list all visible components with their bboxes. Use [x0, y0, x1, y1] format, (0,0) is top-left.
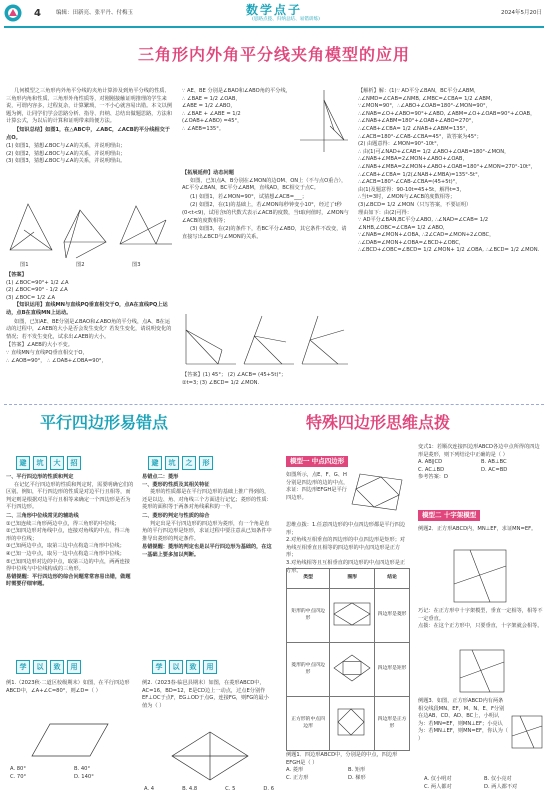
table-cell-figure: [330, 697, 375, 751]
tip: 巧记：在正方形中十字架模型，垂直一定相等，相等不一定垂直。: [418, 608, 543, 622]
option[interactable]: C. AC⊥BD: [418, 466, 445, 473]
badge-char: 大: [50, 456, 64, 470]
model1-label: 模型一 中点四边形: [286, 456, 348, 467]
header-divider: [4, 26, 544, 28]
line: ∴∠ACB=180°-∠CAB-∠CBA=(45+5t)°，: [358, 179, 461, 186]
line: ∴∠CAB+∠CBA= 1/2(∠NAB+∠MBA)=135°-5t°，: [358, 171, 483, 178]
badge-char: 学: [16, 660, 30, 674]
example-midpoint: [286, 752, 410, 782]
answer: (1) ∠BOC=90°+ 1/2 ∠A: [6, 279, 69, 286]
axes-figure: [300, 90, 348, 152]
example-cross-3: [418, 698, 508, 744]
paragraph: (3) 如图3，在(2)的条件下，若BC平分∠ABO，其它条件不改变，请直接写出∠BCD与∠MON的关系。: [182, 226, 347, 240]
article3-right-top: [418, 444, 544, 482]
line: ∴ ∠BAE + ∠ABE = 1/2: [182, 110, 241, 117]
table-cell: 菱形的中点四边形: [287, 643, 330, 697]
article2-title: 平行四边形易错点: [40, 413, 169, 432]
line: ∴∠NAB+∠MBA=2∠MON+∠ABO+∠OAB，: [358, 156, 468, 163]
item: ①已知连续三角形两边中点，得三角形的中位线；: [6, 520, 120, 527]
midpoint-table: [286, 568, 410, 751]
example2-options: [144, 786, 274, 794]
line: 【解析】解：(1)∵ AD平分∠BAN，BC平分∠ABM，: [358, 88, 480, 94]
badge-char: 避: [16, 456, 30, 470]
line: ∠ABE = 1/2 ∠ABO，: [182, 103, 236, 110]
paragraph: 【知识总结】如图1，在△ABC中，∠ABC，∠ACB的平分线相交于点O。: [6, 126, 170, 141]
badge-char: 致: [186, 660, 200, 674]
cross-square-figure-1: [450, 548, 512, 604]
line: (∠OAB+∠ABO) =45°，: [182, 118, 243, 125]
example-text: 例题2．正方形ABCD内，MN⊥EF，求证MN=EF。: [418, 526, 537, 532]
warning: 易错提醒：菱形的判定也是以平行四边形为基础的，在这一基础上要多加以判断。: [142, 544, 272, 558]
table-cell-figure: [330, 589, 375, 643]
option[interactable]: D. 两人都不对: [484, 783, 518, 790]
line: ∴∠ACB=180°-∠CAB-∠CBA=45°，故答案为45°；: [358, 133, 482, 140]
line: ∵ AD平分∠BAN,BC平分∠ABO, ∴∠NAD=∠CAB= 1/2 ∠NHB,∠OBC=∠CBA= 1/2 ∠ABO，: [358, 217, 489, 231]
paragraph: 菱形的性质都是在平行四边形的基础上推广得到的，还是以边、角、对角线三个方面进行记忆；菱形的性质：菱形的面积等于两条对角线乘积的一半。: [142, 489, 272, 511]
angle-figures: [182, 310, 350, 368]
option[interactable]: A. 仅小明对: [424, 776, 452, 782]
triangle-figures: [6, 200, 174, 262]
option[interactable]: B. 40°: [74, 766, 91, 772]
option[interactable]: D. 梯形: [348, 774, 366, 781]
article2-left: [6, 474, 134, 589]
fig-label-1: 图1: [20, 262, 29, 268]
example-text: 例1.（2023秋·二道区校级期末）如图，在平行四边形ABCD中，∠A+∠C=80°，则∠D=（ ）: [6, 680, 130, 694]
badge-char: 致: [50, 660, 64, 674]
line: (2) 由题意得：∠MON=90°-10t°，: [358, 141, 442, 148]
answer: 【答案】∠AEB的大小不变。: [6, 342, 73, 349]
article1-column3: [358, 88, 544, 255]
question: (1) 如图1，猜想∠BOC与∠A的关系，并说明理由；: [6, 143, 126, 150]
heading: 二、三角形中位线常见的辅助线: [6, 512, 79, 519]
parallelogram-figure: [30, 720, 110, 760]
question: (2) 如图2，猜想∠BOC与∠A的关系，并说明理由；: [6, 150, 126, 157]
section-brand-subtitle: (思路点拨、归纳总结、易错训练): [252, 17, 320, 22]
line: ∴∠CAB+∠CBA= 1/2 ∠NAB+∠ABM=135°，: [358, 125, 471, 132]
option[interactable]: C. 5: [225, 786, 236, 792]
article1-column2-answers: [182, 372, 350, 387]
warning: 易错提醒：平行四边形的综合问题常常容易出错，做题时需要仔细审题。: [6, 573, 131, 588]
article1-column1: [6, 88, 174, 166]
line: ∴∠NAB+∠ABM=180°+∠OAB+∠ABO=270°，: [358, 118, 477, 125]
item: ③已知两边中点，取第三边中点构造三角形中位线；: [6, 543, 125, 550]
table-cell: 矩形的中点四边形: [287, 589, 330, 643]
example2: [142, 680, 272, 710]
option[interactable]: C. 两人都对: [424, 783, 452, 790]
model2-label: 模型二 十字架模型: [418, 510, 480, 521]
reference-answer: 参考答案：D: [418, 474, 448, 481]
badge-char: 用: [67, 660, 81, 674]
example-text: 例题1．四边形ABCD中，分别是的中点，四边形EFGH是（ ）: [286, 752, 398, 766]
section-divider: [4, 404, 544, 405]
paragraph: 判定出是平行四边形的四边形为菱形，有一个角是直角的平行四边形是矩形，求证过程中要注意从已知条件中推导出菱形的判定条件。: [142, 520, 272, 542]
article1-column2: [182, 88, 300, 134]
article3-left: [286, 472, 350, 502]
heading: 一、菱形的性质及其相关特征: [142, 481, 210, 488]
line: 由(1)及题意得：90-10t=45+5t，解得t=3，: [358, 186, 465, 193]
badge-char: 坑: [33, 456, 47, 470]
answer: ∴ ∠AOB=90°， ∴ ∠OAB+∠OBA=90°，: [6, 357, 107, 364]
answer: ∵ 直线MN与直线PQ垂直相交于O，: [6, 349, 88, 356]
answer: (2) ∠BOC=90° - 1/2 ∠A: [6, 287, 68, 294]
line: ∵∠MON=90°，∴∠ABO+∠OAB=180°-∠MON=90°，: [358, 103, 491, 110]
item: ④已知一边中点，取另一边中点构造三角形中位线；: [6, 550, 125, 557]
table-cell: 四边形是菱形: [375, 589, 410, 643]
article1-column1-answers: [6, 272, 174, 365]
tip: 点拨：在这个正方形中，只要垂直，十字架就会相等。: [418, 623, 543, 630]
page-number: 4: [34, 8, 41, 19]
paragraph: (2) 如图2，在(1)的基础上，若∠MON每秒钟变小10°，经过了t秒(0<t<9)，试用含t的代数式表示∠ACB的度数，当t取何值时，∠MON与∠ACB的度数相等；: [182, 202, 349, 224]
line: (3)∠BCD= 1/2 ∠MON（只写答案，不要证明）: [358, 201, 472, 208]
option[interactable]: D. AC=BD: [481, 466, 508, 473]
option[interactable]: A. AB∥CD: [418, 459, 443, 466]
note: 思维点拨：1.任意四边形的中点四边形都是平行四边形；: [286, 522, 406, 536]
article3-title: 特殊四边形思维点拨: [306, 413, 451, 432]
option[interactable]: B. 矩形: [348, 767, 366, 774]
badge-char: 学: [152, 660, 166, 674]
article2-right: [142, 474, 272, 560]
table-header: 图形: [330, 569, 375, 589]
option[interactable]: B. 4.8: [182, 786, 198, 792]
line: ∴∠NAB+∠MBA=2∠MON+∠ABO+∠OAB=180°+∠MON=270°-10t°，: [358, 163, 536, 170]
badge-char: 之: [182, 456, 196, 470]
section-brand: 数学点子: [246, 3, 303, 17]
cross-tips: [418, 608, 544, 631]
option[interactable]: C. 正方形: [286, 774, 309, 781]
newspaper-logo-icon: [4, 4, 22, 22]
option[interactable]: A. 80°: [10, 766, 26, 772]
badge-char: 以: [33, 660, 47, 674]
table-cell-figure: [330, 643, 375, 697]
note: 2.对角线互相垂直的四边形的中点四边形是矩形；对角线互相垂直且相等的四边形的中点四边形是正方形；: [286, 537, 406, 559]
article1-title: 三角形内外角平分线夹角模型的应用: [137, 45, 410, 64]
line: 理由如下：由(2)可得：: [358, 209, 413, 216]
article1-column2-extension: [182, 170, 350, 242]
example3-options: [424, 776, 544, 791]
paragraph: (1) 如图1，若∠MON=90°，试猜想∠ACB=___；: [190, 193, 308, 200]
cross-square-figure-2: [458, 648, 508, 694]
rhombus-figure: [170, 730, 250, 782]
example-cross: [418, 526, 544, 534]
paragraph: 几何模型之三角形内外角平分线的夹角计算涉及到角平分线的性质、三角形内角和性质、三角形外角性质等，对刚刚接触证明推理的学生来说，可谓内容多，过程复杂，计算繁琐，一不小心就容易出错。本文以例题为例，让同学们学会思路分析、指导、归纳、总结出做题思路，方法和计算公式，为以后的计算和证明带来简便方法。: [6, 88, 173, 125]
badge-char: 招: [67, 456, 81, 470]
variant-options: [418, 459, 544, 474]
option[interactable]: D. 140°: [74, 773, 94, 780]
option[interactable]: A. 4: [144, 786, 155, 792]
line: ∴ 由(1)可∠NAD+∠CAB= 1/2 ∠ABO+∠OAB=180°-∠MON，: [358, 148, 510, 155]
option[interactable]: D. 6: [263, 786, 274, 792]
badge-avoid-pitfalls: [16, 456, 81, 470]
answer-heading: 【答案】: [6, 272, 27, 278]
table-header: 结论: [375, 569, 410, 589]
paragraph: 如图，已知AE、BE分别是∠BAO和∠ABO角的平分线，点A、B在运动的过程中，∠AEB的大小是否会发生变化？若发生变化，请说明变化的情况；若不发生变化，试求出∠AEB的大小。: [6, 318, 172, 340]
paragraph: 在记忆平行四边形的性质和判定时，需要明确它们的区别。例如，平行四边形的性质是对边平行且相等，而判定则是根据对边平行且相等来确定一个四边形是否为平行四边形。: [6, 481, 134, 511]
table-cell: 四边形是正方形: [375, 697, 410, 751]
heading: 一、平行四边形的性质和判定: [6, 474, 74, 480]
example-text: 例2.（2023春·临邑县期末）如图，在菱形ABCD中，AC=16，BD=12，E是CD边上一动点，过点E分别作EF⊥OC于点F，EG⊥OD于点G，连接FG，则FG的最小值为（ ）: [142, 680, 269, 709]
question: (3) 如图3，猜想∠BOC与∠A的关系，并说明理由。: [6, 158, 126, 165]
issue-date: 2024年5月20日: [501, 10, 542, 16]
line: ∴ ∠BAE = 1/2 ∠OAB，: [182, 95, 241, 102]
badge-char: 避: [148, 456, 162, 470]
badge-char: 以: [169, 660, 183, 674]
line: ∴当t=3时，∠MON与∠ACB的度数相等；: [358, 194, 456, 201]
badge-char: 形: [199, 456, 213, 470]
line: ∵∠NAB=∠MON+∠OBA, ∴2∠CAD=∠MON+2∠OBC，∴∠DAB=∠MON+∠OBA=∠BCD+∠OBC，: [358, 232, 495, 246]
note: 3.对角线相等且互相垂直的四边形的中点四边形是正方形。: [286, 559, 406, 574]
extension-heading: 【拓展延伸】动态问题: [182, 170, 234, 176]
table-header: 类型: [287, 569, 330, 589]
paragraph: 【知识运用】直线MN与直线PQ垂直相交于O，点A在直线PQ上运动，点B在直线MN上运动。: [6, 302, 168, 316]
badge-apply-2: [152, 660, 217, 674]
line: ∴∠NAB=∠O+∠ABO=90°+∠ABO, ∠ABM=∠O+∠OAB=90°+∠OAB，: [358, 110, 536, 117]
option[interactable]: A. 菱形: [286, 767, 304, 774]
line: ∴∠NMD=∠CAB=∠NMB, ∠MBC=∠CBA= 1/2 ∠ABM，: [358, 95, 496, 102]
heading: 易错点二：菱形: [142, 474, 179, 480]
badge-avoid-shape: [148, 456, 213, 470]
fig-label-2: 图2: [76, 262, 85, 268]
badge-char: 用: [203, 660, 217, 674]
example1-options: [10, 766, 138, 781]
midpoint-quad-figure: [350, 470, 406, 514]
option[interactable]: B. AB⊥BC: [481, 459, 507, 466]
example1: [6, 680, 134, 695]
fig-label-3: 图3: [132, 262, 141, 268]
paragraph: 如图所示，点E、F、G、H分别是四边形的边的中点，求证：四边形EFGH是平行四边形。: [286, 472, 349, 501]
answer: ②t=3; (3) ∠BCD= 1/2 ∠MON.: [182, 379, 260, 386]
page-header: [0, 0, 548, 26]
variant: 变式1：若顺次连接四边形ABCD各边中点所得的四边形是菱形，则下列结论中正确的是（ ）: [418, 444, 540, 458]
item: ②已知四边形对角线中点，连接对角线的中点，得三角形的中位线；: [6, 528, 130, 542]
heading: 二、菱形的判定与性质的综合: [142, 512, 210, 519]
line: ∵ AE、BE 分别是∠BAO和∠ABO角的平分线，: [182, 88, 291, 94]
answer: 【答案】(1) 45°； (2) ∠ACB= (45+5t)°；: [182, 372, 287, 378]
badge-char: 坑: [165, 456, 179, 470]
line: ∴∠BCD+∠OBC=∠BCD= 1/2 ∠MON+ 1/2 ∠OBA, ∴∠BCD= 1/2 ∠MON.: [358, 247, 540, 254]
cross-square-figure-3: [510, 712, 544, 752]
line: ∴ ∠AEB=135°。: [182, 125, 225, 132]
editors-line: 编辑：田新亮、张平丹、付梅玉: [56, 10, 134, 16]
item: ⑤已知四边形对边的中点，取第三边的中点，两两连接得中位线与中位线构成的三角形。: [6, 558, 130, 573]
example-options: [286, 767, 410, 782]
table-cell: 四边形是矩形: [375, 643, 410, 697]
table-cell: 正方形的中点四边形: [287, 697, 330, 751]
answer: (3) ∠BOC= 1/2 ∠A: [6, 294, 56, 301]
badge-apply-1: [16, 660, 81, 674]
example-text: 例题3．如图，正方形ABCD内有两条相交线段MN、EF，M、N、E、F分别在边AB、CD、AD、BC上，小明认为：若MN=EF，则MN⊥EF；小亮认为：若MN⊥EF，则MN=EF，你认为（ ）: [418, 698, 508, 742]
option[interactable]: C. 70°: [10, 773, 27, 780]
paragraph: 如图，已知点A、B分别在∠MON的边OM、ON上（不与点O重合），AC平分∠BAN，BC平分∠ABM，直线AD，BC相交于点C。: [182, 177, 347, 192]
option[interactable]: B. 仅小亮对: [484, 776, 512, 782]
